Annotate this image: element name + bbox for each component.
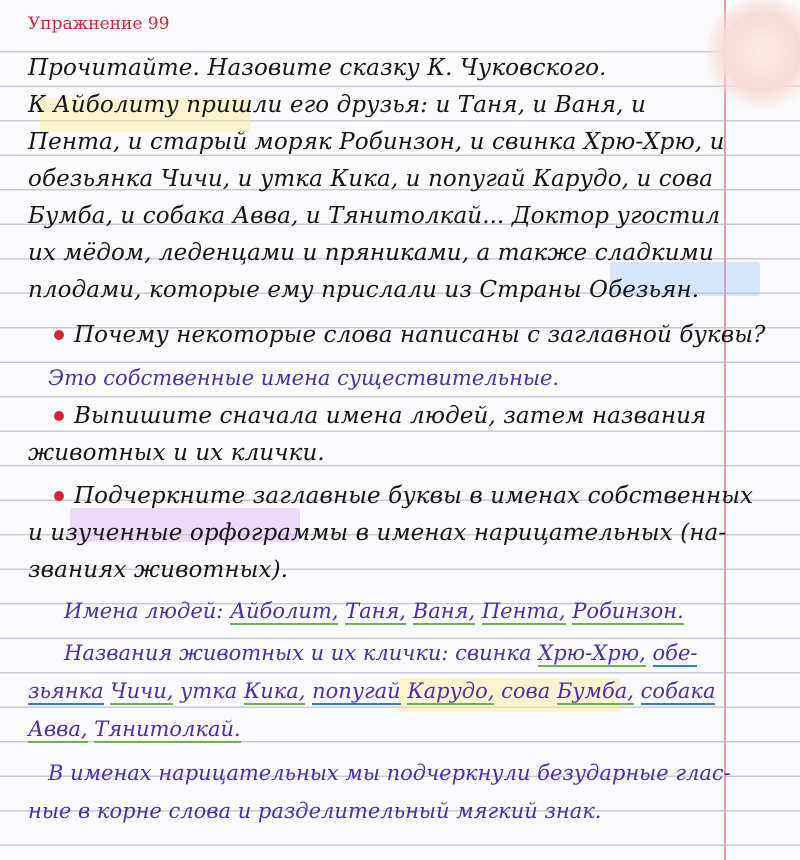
animal-word: зьянка	[28, 679, 104, 703]
animal-name: Тянитолкай.	[94, 717, 241, 741]
question-3-line: званиях животных).	[28, 557, 289, 583]
person-name: Робинзон.	[572, 599, 684, 623]
animal-name: Хрю-Хрю,	[538, 641, 646, 665]
animals-answer-line-1	[64, 641, 697, 665]
animal-word: попугай	[312, 679, 401, 703]
question-1-text: Почему некоторые слова написаны с заглавной буквы?	[74, 322, 766, 348]
question-1	[54, 322, 765, 348]
animal-word: обе-	[652, 641, 698, 665]
answer-1: Это собственные имена существительные.	[48, 366, 560, 390]
question-3	[54, 483, 753, 509]
text-line: Пента, и старый моряк Робинзон, и свинка Хрю-Хрю, и	[28, 129, 725, 155]
question-3-text: Подчеркните заглавные буквы в именах собственных	[74, 483, 754, 509]
text-line: плодами, которые ему прислали из Страны Обезьян.	[28, 277, 700, 303]
exercise-header: Упражнение 99	[28, 14, 170, 34]
animals-label: Названия животных и их клички:	[64, 641, 449, 665]
animal-name: Авва,	[28, 717, 88, 741]
text-line: К Айболиту пришли его друзья: и Таня, и Ваня, и	[28, 92, 646, 118]
text-line: их мёдом, леденцами и пряниками, а также сладкими	[28, 240, 714, 266]
conclusion-line: ные в корне слова и разделительный мягкий знак.	[28, 799, 602, 823]
people-answer	[64, 599, 684, 623]
animal-word: сова	[501, 679, 551, 703]
people-label: Имена людей:	[64, 599, 224, 623]
task-title: Прочитайте. Назовите сказку К. Чуковского.	[28, 55, 607, 81]
conclusion-line: В именах нарицательных мы подчеркнули безударные глас-	[48, 761, 731, 785]
animal-word: утка	[180, 679, 238, 703]
question-2	[54, 403, 706, 429]
animal-name: Чичи,	[110, 679, 174, 703]
person-name: Таня,	[345, 599, 407, 623]
bullet-icon	[54, 491, 64, 501]
person-name: Пента,	[481, 599, 566, 623]
animals-answer-line-2	[28, 679, 715, 703]
person-name: Ваня,	[412, 599, 476, 623]
text-line: Бумба, и собака Авва, и Тянитолкай... Доктор угостил	[28, 203, 721, 229]
animal-word: свинка	[455, 641, 532, 665]
question-2-line: животных и их клички.	[28, 440, 325, 466]
bullet-icon	[54, 330, 64, 340]
person-name: Айболит,	[230, 599, 339, 623]
animal-name: Карудо,	[407, 679, 495, 703]
animals-answer-line-3	[28, 717, 241, 741]
bullet-icon	[54, 411, 64, 421]
animal-name: Бумба,	[556, 679, 634, 703]
question-3-line: и изученные орфограммы в именах нарицательных (на-	[28, 520, 727, 546]
watermark-mascot	[705, 0, 800, 115]
animal-word: собака	[640, 679, 716, 703]
text-line: обезьянка Чичи, и утка Кика, и попугай Карудо, и сова	[28, 166, 714, 192]
animal-name: Кика,	[243, 679, 306, 703]
question-2-text: Выпишите сначала имена людей, затем названия	[74, 403, 707, 429]
